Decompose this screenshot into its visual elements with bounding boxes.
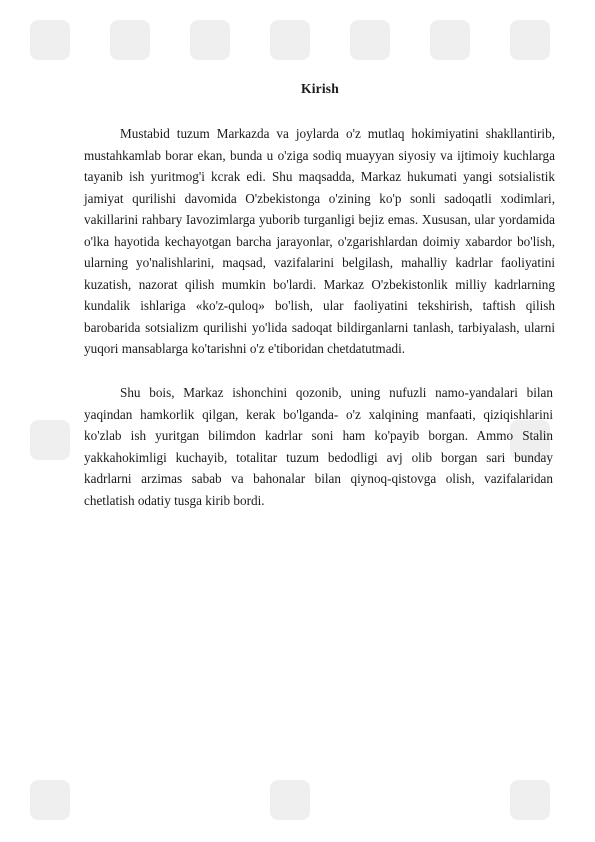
body-paragraph-2: Shu bois, Markaz ishonchini qozonib, uning nufuzli namo-yandalari bilan yaqindan hamkorlik qilgan, kerak bo'lganda- o'z xalqining manfaati, qiziqishlarini ko'zlab ish yuritgan bilimdon kadrlar soni ham ko'payib borgan. Ammo Stalin yakkahokimligi kuchayib, totalitar tuzum bedodligi avj olib borgan sari bunday kadrlarni arzimas sabab va bahonalar bilan qiynoq-qistovga olish, vazifalaridan chetlatish odatiy tusga kirib bordi. [84,385,553,508]
page-title: Kirish [301,81,339,96]
body-paragraph-1: Mustabid tuzum Markazda va joylarda o'z mutlaq hokimiyatini shakllantirib, mustahkamlab borar ekan, bunda u o'ziga sodiq muayyan siyosiy va ijtimoiy kuchlarga tayanib ish yuritmog'i kcrak edi. Shu maqsadda, Markaz hukumati yangi sotsialistik jamiyat qurilishi davomida O'zbekistonga o'zining ko'p sonli sadoqatli xodimlari, vakillarini rahbary Iavozimlarga yuborib turganligi bejiz emas. Xususan, ular yordamida o'lka hayotida kechayotgan barcha jarayonlar, o'zgarishlardan doimiy xabardor bo'lish, ularning yo'nalishlarini, maqsad, vazifalarini belgilash, mahalliy kadrlar faoliyatini kuzatish, nazorat qilish mumkin bo'lardi. Markaz O'zbekistonlik milliy kadrlarning kundalik ishlariga «ko'z-quloq» bo'lish, ular faoliyatini tekshirish, taftish qilish barobarida sotsializm qurilishi yo'lida sadoqat bildirganlarni tanlash, tarbiyalash, ularni yuqori mansablarga ko'tarishni o'z e'tiboridan chetdatutmadi. [84,126,555,356]
